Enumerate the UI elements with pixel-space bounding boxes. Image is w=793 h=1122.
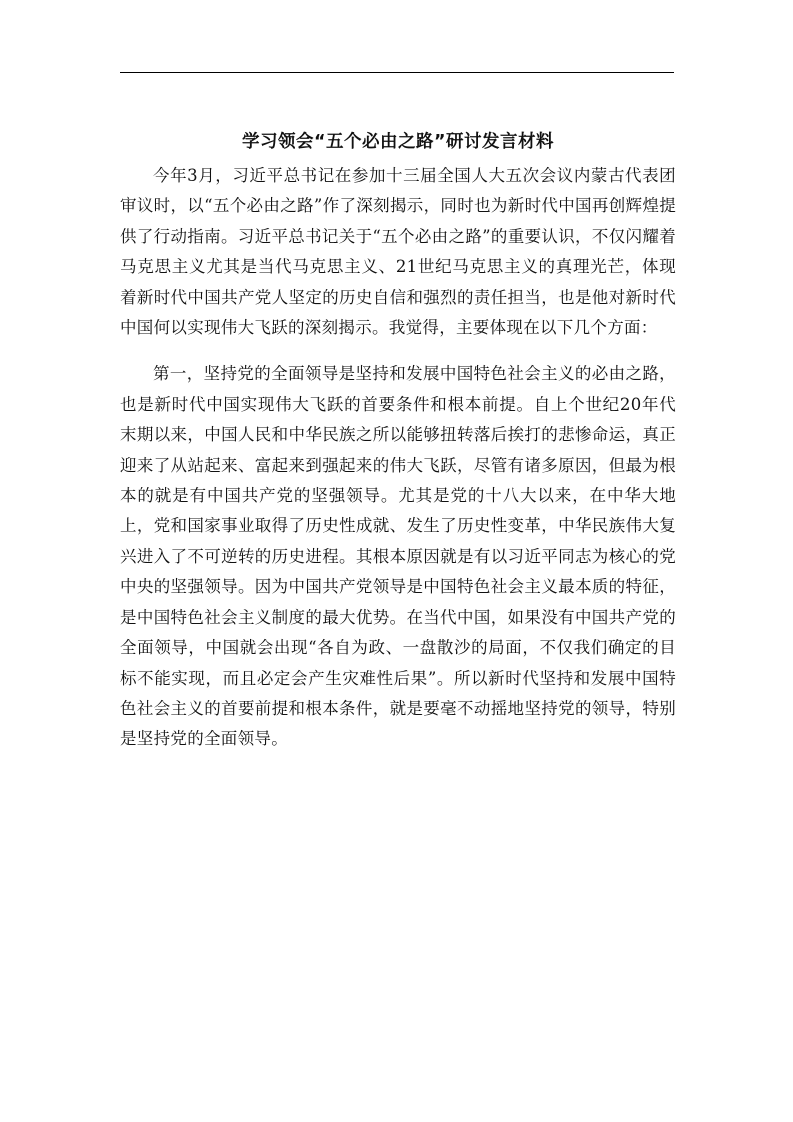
document-title: 学习领会“五个必由之路”研讨发言材料 bbox=[241, 132, 554, 152]
paragraph-first-point: 第一，坚持党的全面领导是坚持和发展中国特色社会主义的必由之路，也是新时代中国实现伟大飞跃的首要条件和根本前提。自上个世纪20年代末期以来，中国人民和中华民族之所以能够扭转落后挨打的悲惨命运，真正迎来了从站起来、富起来到强起来的伟大飞跃，尽管有诸多原因，但最为根本的就是有中国共产党的坚强领导。尤其是党的十八大以来，在中华大地上，党和国家事业取得了历史性成就、发生了历史性变革，中华民族伟大复兴进入了不可逆转的历史进程。其根本原因就是有以习近平同志为核心的党中央的坚强领导。因为中国共产党领导是中国特色社会主义最本质的特征，是中国特色社会主义制度的最大优势。在当代中国，如果没有中国共产党的全面领导，中国就会出现“各自为政、一盘散沙的局面，不仅我们确定的目标不能实现，而且必定会产生灾难性后果”。所以新时代坚持和发展中国特色社会主义的首要前提和根本条件，就是要毫不动摇地坚持党的领导，特别是坚持党的全面领导。 bbox=[120, 364, 676, 749]
header-rule bbox=[120, 72, 674, 73]
paragraph-intro: 今年3月，习近平总书记在参加十三届全国人大五次会议内蒙古代表团审议时，以“五个必由之路”作了深刻揭示，同时也为新时代中国再创辉煌提供了行动指南。习近平总书记关于“五个必由之路”的重要认识，不仅闪耀着马克思主义尤其是当代马克思主义、21世纪马克思主义的真理光芒，体现着新时代中国共产党人坚定的历史自信和强烈的责任担当，也是他对新时代中国何以实现伟大飞跃的深刻揭示。我觉得，主要体现在以下几个方面： bbox=[120, 166, 676, 338]
document-body bbox=[120, 127, 676, 755]
